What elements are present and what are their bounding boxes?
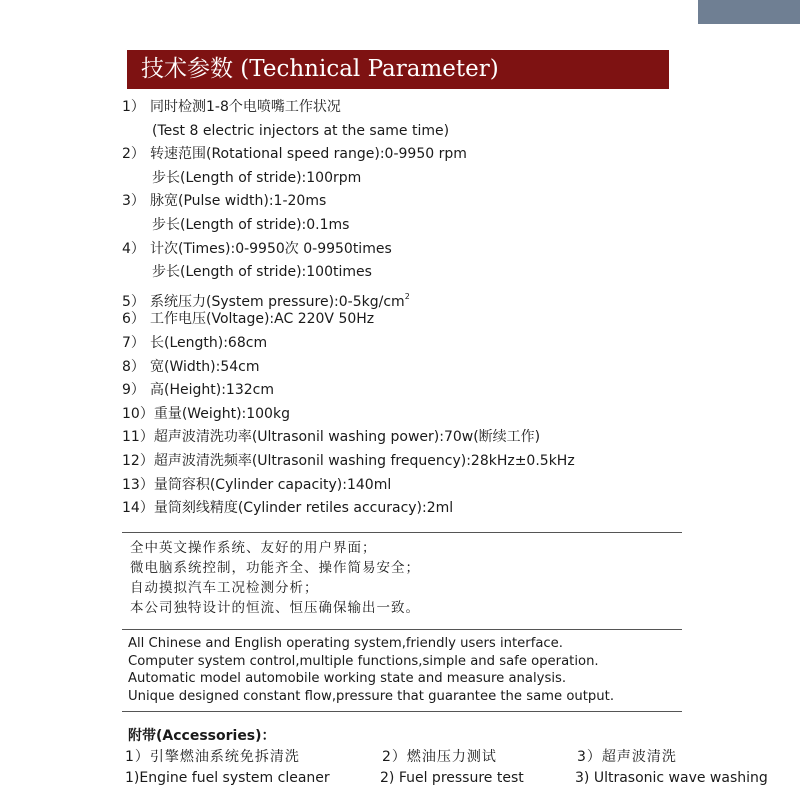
parameter-text: 宽(Width):54cm [150, 358, 260, 375]
parameter-row [122, 120, 782, 144]
parameter-number: 12） [122, 452, 154, 469]
parameter-number: 8） [122, 358, 145, 375]
corner-decoration [698, 0, 800, 24]
parameter-row [122, 332, 782, 356]
parameter-row [122, 190, 782, 214]
parameter-list [122, 96, 782, 521]
parameter-row [122, 261, 782, 285]
parameter-number: 4） [122, 240, 145, 257]
divider-top [122, 532, 682, 533]
parameter-number: 11） [122, 429, 154, 446]
parameter-text: 高(Height):132cm [150, 382, 274, 399]
parameter-number: 7） [122, 334, 145, 351]
accessory-en-item: 3) Ultrasonic wave washing [575, 770, 768, 786]
parameter-text: 计次(Times):0-9950次 0-9950times [150, 240, 392, 257]
parameter-superscript: 2 [404, 291, 410, 301]
accessory-cn-item: 1）引擎燃油系统免拆清洗 [125, 749, 300, 765]
feature-cn-line: 全中英文操作系统、友好的用户界面； [130, 540, 377, 556]
accessory-cn-item: 2）燃油压力测试 [382, 749, 497, 765]
accessories-title: 附带(Accessories)： [128, 728, 276, 744]
parameter-text: 步长(Length of stride):100times [152, 264, 372, 281]
parameter-text: 转速范围(Rotational speed range):0-9950 rpm [150, 146, 467, 163]
parameter-row [122, 285, 782, 309]
parameter-number: 3） [122, 193, 145, 210]
parameter-row [122, 214, 782, 238]
parameter-text: 同时检测1-8个电喷嘴工作状况 [150, 99, 341, 115]
parameter-number: 13） [122, 476, 154, 493]
feature-en-line: Computer system control,multiple functions,simple and safe operation. [128, 653, 599, 669]
parameter-row [122, 143, 782, 167]
parameter-text: 系统压力(System pressure):0-5kg/cm [150, 293, 405, 310]
section-title-bar [127, 50, 669, 89]
parameter-number: 2） [122, 146, 145, 163]
parameter-row [122, 96, 782, 120]
accessory-en-item: 2) Fuel pressure test [380, 770, 524, 786]
feature-cn-line: 本公司独特设计的恒流、恒压确保输出一致。 [130, 600, 420, 616]
features-english [128, 635, 728, 705]
parameter-number: 14） [122, 500, 154, 517]
parameter-number: 1） [122, 99, 145, 115]
parameter-row [122, 308, 782, 332]
parameter-text: 量筒容积(Cylinder capacity):140ml [153, 476, 392, 493]
parameter-text: 工作电压(Voltage):AC 220V 50Hz [150, 311, 375, 328]
parameter-text: 超声波清洗功率(Ultrasonil washing power):70w(断续工作) [153, 429, 541, 446]
divider-bottom [122, 711, 682, 712]
parameter-row [122, 356, 782, 380]
parameter-row [122, 403, 782, 427]
features-chinese [130, 538, 690, 618]
parameter-row [122, 238, 782, 262]
parameter-row [122, 379, 782, 403]
parameter-row [122, 497, 782, 521]
parameter-number: 9） [122, 382, 145, 399]
parameter-row [122, 426, 782, 450]
parameter-number: 10） [122, 405, 154, 422]
section-title: 技术参数 (Technical Parameter) [141, 56, 499, 82]
feature-en-line: Unique designed constant flow,pressure that guarantee the same output. [128, 688, 615, 704]
parameter-text: 脉宽(Pulse width):1-20ms [150, 193, 327, 210]
parameter-row [122, 450, 782, 474]
parameter-text: 量筒刻线精度(Cylinder retiles accuracy):2ml [153, 500, 454, 517]
accessory-en-item: 1)Engine fuel system cleaner [125, 770, 330, 786]
parameter-text: 步长(Length of stride):100rpm [152, 169, 362, 186]
parameter-text: 超声波清洗频率(Ultrasonil washing frequency):28kHz±0.5kHz [153, 452, 575, 469]
parameter-row [122, 167, 782, 191]
accessory-cn-item: 3）超声波清洗 [577, 749, 677, 765]
parameter-text: 步长(Length of stride):0.1ms [152, 216, 350, 233]
feature-cn-line: 自动摸拟汽车工况检测分析； [130, 580, 319, 596]
parameter-text: 长(Length):68cm [150, 334, 268, 351]
parameter-row [122, 474, 782, 498]
parameter-text: 重量(Weight):100kg [153, 405, 290, 422]
parameter-number: 5） [122, 293, 145, 310]
feature-cn-line: 微电脑系统控制，功能齐全、操作简易安全； [130, 560, 420, 576]
feature-en-line: All Chinese and English operating system,friendly users interface. [128, 636, 563, 651]
parameter-text: (Test 8 electric injectors at the same time) [152, 122, 450, 139]
parameter-number: 6） [122, 311, 145, 328]
feature-en-line: Automatic model automobile working state and measure analysis. [128, 671, 567, 687]
divider-middle [122, 629, 682, 630]
